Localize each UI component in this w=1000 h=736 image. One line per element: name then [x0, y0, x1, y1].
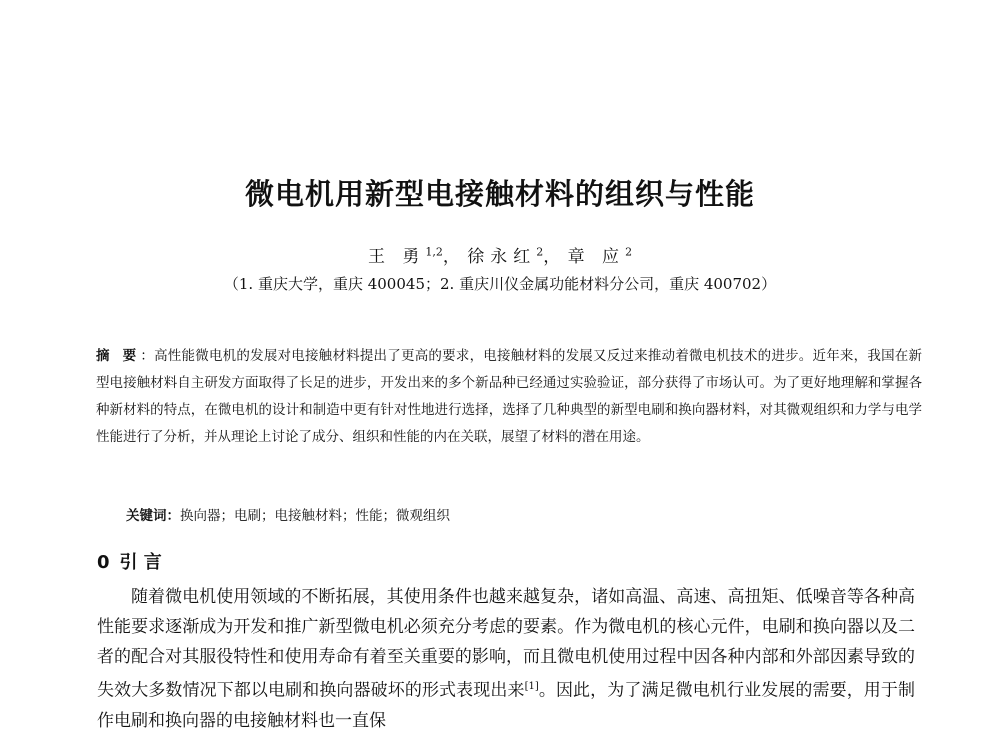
section-heading [97, 548, 172, 574]
abstract-label: 摘 要 [96, 348, 141, 364]
author-affil-mark: 2 [625, 245, 633, 259]
keywords-label: 关键词： [126, 508, 180, 524]
author: 徐永红$^2$， [467, 245, 562, 267]
author-affil-mark: 2 [536, 245, 544, 259]
author-line [0, 242, 1000, 267]
abstract: 摘 要：高性能微电机的发展对电接触材料提出了更高的要求，电接触材料的发展又反过来推动着微电机技术的进步。近年来，我国在新型电接触材料自主研发方面取得了长足的进步，开发出来的多个新品种已经通过实验验证，部分获得了市场认可。为了更好地理解和掌握各种新材料的特点，在微电机的设计和制造中更有针对性地进行选择，选择了几种典型的新型电刷和换向器材料，对其微观组织和力学与电学性能进行了分析，并从理论上讨论了成分、组织和性能的内在关联，展望了材料的潜在用途。 [96, 348, 923, 445]
affiliation: （1. 重庆大学，重庆 400045；2. 重庆川仪金属功能材料分公司，重庆 400702） [223, 275, 777, 293]
author: 王 勇$^{1,2}$， [367, 245, 461, 267]
author-affil-mark: 1,2 [425, 245, 443, 259]
keywords [126, 504, 450, 524]
body-paragraph: 随着微电机使用领域的不断拓展，其使用条件也越来越复杂，诸如高温、高速、高扭矩、低噪音等各种高性能要求逐渐成为开发和推广新型微电机必须充分考虑的要素。作为微电机的核心元件，电刷和换向器以及二者的配合对其服役特性和使用寿命有着至关重要的影响，而且微电机使用过程中因各种内部和外部因素导致的失效大多数情况下都以电刷和换向器破坏的形式表现出来[1]。因此，为了满足微电机行业发展的需要，用于制作电刷和换向器的电接触材料也一直保 [97, 587, 916, 731]
section-number: 0 [97, 552, 110, 573]
citation-ref: [1] [524, 681, 539, 692]
paper-title: 微电机用新型电接触材料的组织与性能 [244, 177, 755, 211]
author: 章 应$^2$ [567, 245, 633, 267]
section-title: 引 言 [119, 552, 162, 573]
keywords-text: 换向器；电刷；电接触材料；性能；微观组织 [180, 508, 450, 524]
abstract-text: 高性能微电机的发展对电接触材料提出了更高的要求，电接触材料的发展又反过来推动着微电机技术的进步。近年来，我国在新型电接触材料自主研发方面取得了长足的进步，开发出来的多个新品种已经通过实验验证，部分获得了市场认可。为了更好地理解和掌握各种新材料的特点，在微电机的设计和制造中更有针对性地进行选择，选择了几种典型的新型电刷和换向器材料，对其微观组织和力学与电学性能进行了分析，并从理论上讨论了成分、组织和性能的内在关联，展望了材料的潜在用途。 [96, 348, 923, 445]
